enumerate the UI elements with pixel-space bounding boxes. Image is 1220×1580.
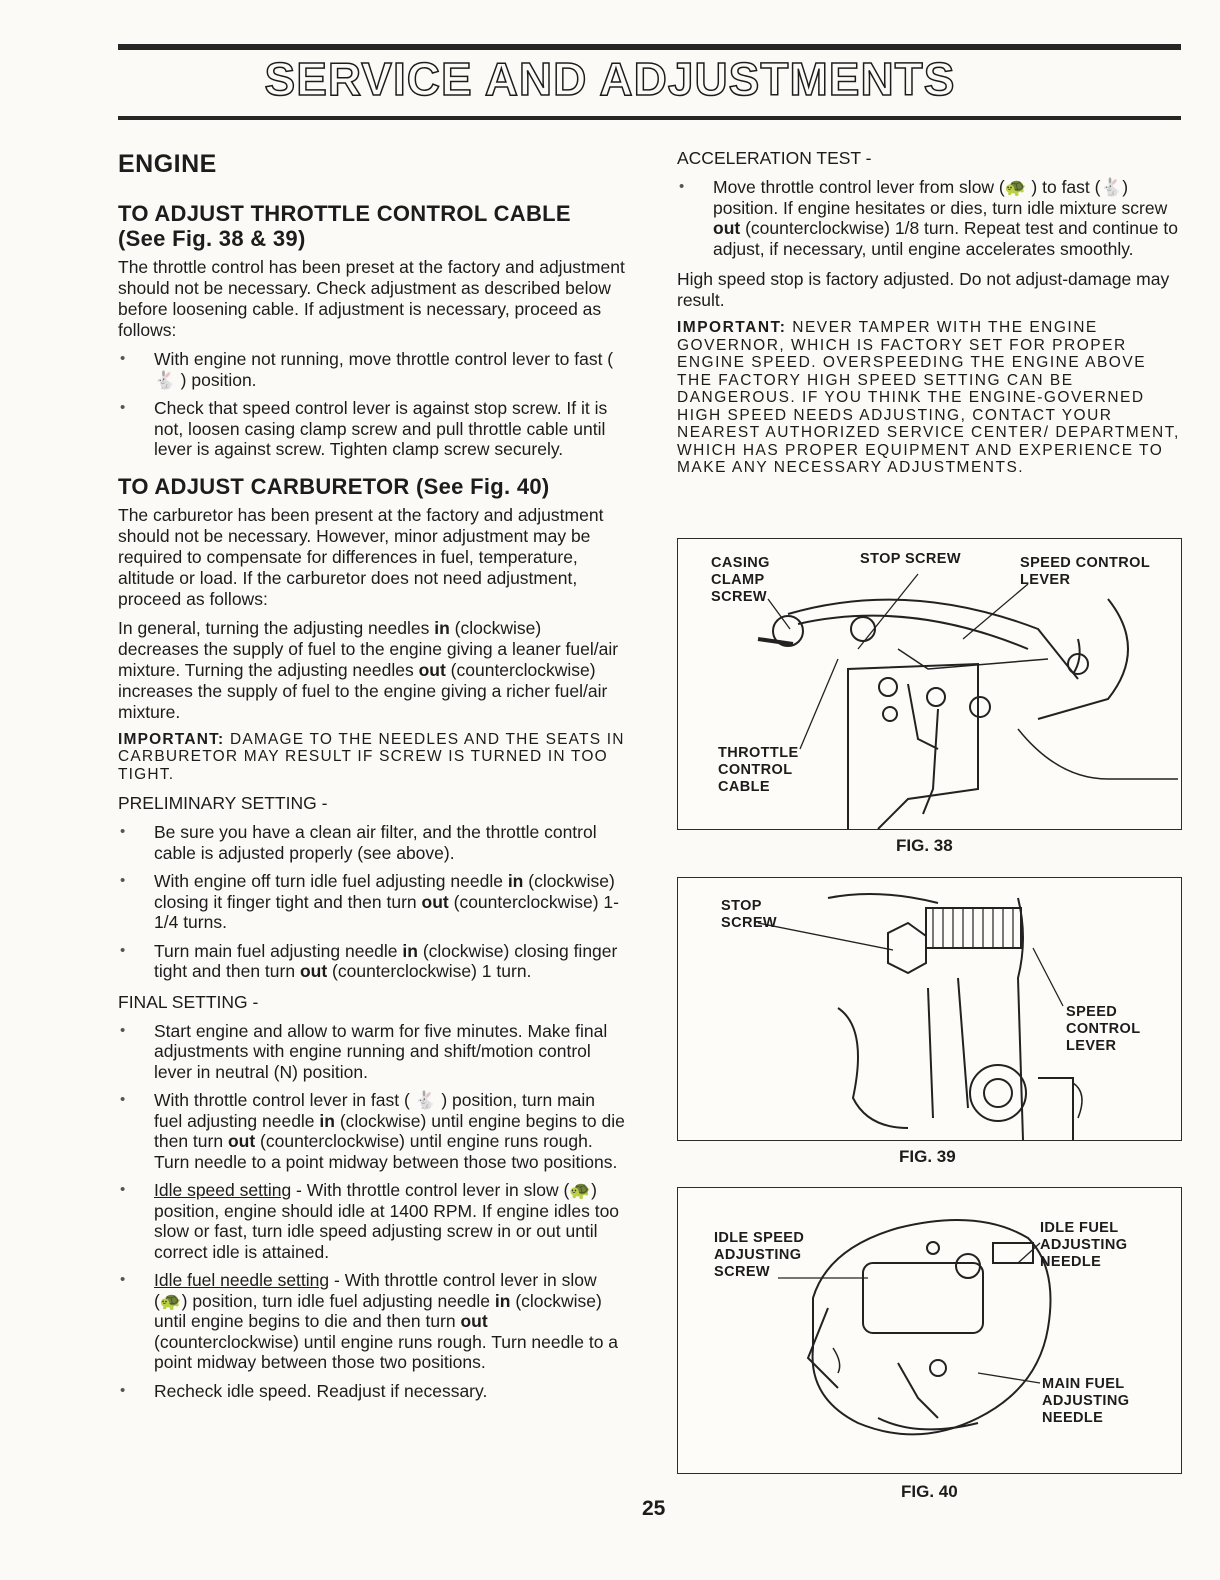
list-item: • Idle speed setting - With throttle control lever in slow (🐢) position, engine should idle at 1400 RPM. If engine idles too slow or fast, turn idle speed adjusting screw in or out until correct idle is attained. xyxy=(118,1180,625,1262)
fig-40-caption: FIG. 40 xyxy=(901,1482,958,1501)
section-title-engine: ENGINE xyxy=(118,150,217,178)
throttle-heading: TO ADJUST THROTTLE CONTROL CABLE (See Fig. 38 & 39) xyxy=(118,201,571,251)
carburetor-heading: TO ADJUST CARBURETOR (See Fig. 40) xyxy=(118,473,550,499)
right-column xyxy=(677,148,1182,487)
turtle-icon: 🐢 xyxy=(1004,177,1027,197)
label-speed-control-lever: SPEED CONTROL LEVER xyxy=(1020,555,1151,588)
list-item: • With engine not running, move throttle control lever to fast ( 🐇 ) position. xyxy=(118,349,625,390)
high-speed-note: High speed stop is factory adjusted. Do not adjust-damage may result. xyxy=(677,269,1170,310)
figure-39 xyxy=(677,877,1182,1141)
label-idle-fuel-adjusting-needle: IDLE FUEL ADJUSTING NEEDLE xyxy=(1040,1220,1128,1270)
throttle-steps xyxy=(118,349,625,460)
label-stop-screw: STOP SCREW xyxy=(860,551,961,567)
list-item: • Start engine and allow to warm for five minutes. Make final adjustments with engine running and shift/motion control lever in neutral (N) position. xyxy=(118,1021,625,1083)
carburetor-intro: The carburetor has been present at the factory and adjustment should not be necessary. However, minor adjustment may be required to compensate for differences in fuel, temperature, altitude or load. If the carburetor does not need adjustment, proceed as follows: xyxy=(118,504,604,609)
list-item: • Recheck idle speed. Readjust if necessary. xyxy=(118,1381,625,1402)
label-idle-speed-adjusting-screw: IDLE SPEED ADJUSTING SCREW xyxy=(714,1230,805,1280)
final-steps xyxy=(118,1021,625,1402)
carburetor-important: IMPORTANT: DAMAGE TO THE NEEDLES AND THE SEATS IN CARBURETOR MAY RESULT IF SCREW IS TURNED IN TOO TIGHT. xyxy=(118,730,625,783)
rabbit-icon: 🐇 xyxy=(414,1090,437,1110)
bottom-rule xyxy=(118,116,1181,120)
fig-38-caption: FIG. 38 xyxy=(896,836,953,855)
list-item: • Check that speed control lever is against stop screw. If it is not, loosen casing clamp screw and pull throttle cable until lever is against screw. Tighten clamp screw securely. xyxy=(118,398,625,460)
governor-important: IMPORTANT: NEVER TAMPER WITH THE ENGINE GOVERNOR, WHICH IS FACTORY SET FOR PROPER ENGINE SPEED. OVERSPEEDING THE ENGINE ABOVE THE FACTORY HIGH SPEED SETTING CAN BE DANGEROUS. IF YOU THINK THE ENGINE-GOVERNED HIGH SPEED NEEDS ADJUSTING, CONTACT YOUR NEAREST AUTHORIZED SERVICE CENTER/ DEPARTMENT, WHICH HAS PROPER EQUIPMENT AND EXPERIENCE TO MAKE ANY NECESSARY ADJUSTMENTS. xyxy=(677,319,1180,476)
label-main-fuel-adjusting-needle: MAIN FUEL ADJUSTING NEEDLE xyxy=(1042,1376,1130,1426)
list-item: • With engine off turn idle fuel adjusting needle in (clockwise) closing it finger tight and then turn out (counterclockwise) 1-1/4 turns. xyxy=(118,871,625,933)
preliminary-steps xyxy=(118,822,625,982)
top-rule xyxy=(118,44,1181,50)
list-item: • Turn main fuel adjusting needle in (clockwise) closing finger tight and then turn out (counterclockwise) 1 turn. xyxy=(118,941,625,982)
rabbit-icon: 🐇 xyxy=(1100,177,1123,197)
preliminary-setting-label: PRELIMINARY SETTING - xyxy=(118,793,328,813)
page-title: SERVICE AND ADJUSTMENTS xyxy=(264,53,956,105)
acceleration-steps xyxy=(677,177,1182,259)
label-stop-screw-39: STOP SCREW xyxy=(721,898,777,931)
figure-38 xyxy=(677,538,1182,830)
fig-39-caption: FIG. 39 xyxy=(899,1147,956,1166)
final-setting-label: FINAL SETTING - xyxy=(118,991,259,1012)
list-item: • Idle fuel needle setting - With throttle control lever in slow (🐢) position, turn idle fuel adjusting needle in (clockwise) until engine begins to die and then turn out (counterclockwise) until engine runs rough. Turn needle to a point midway between those two positions. xyxy=(118,1270,625,1373)
list-item: • Move throttle control lever from slow (🐢 ) to fast (🐇) position. If engine hesitates or dies, turn idle mixture screw out (counterclockwise) 1/8 turn. Repeat test and continue to adjust, if necessary, until engine accelerates smoothly. xyxy=(677,177,1182,259)
list-item: • Be sure you have a clean air filter, and the throttle control cable is adjusted properly (see above). xyxy=(118,822,625,863)
page-number: 25 xyxy=(642,1497,666,1520)
label-speed-control-lever-39: SPEED CONTROL LEVER xyxy=(1066,1004,1141,1054)
carburetor-general: In general, turning the adjusting needles in (clockwise) decreases the supply of fuel to the engine giving a leaner fuel/air mixture. Turning the adjusting needles out (counterclockwise) increases the supply of fuel to the engine giving a richer fuel/air mixture. xyxy=(118,617,619,722)
label-throttle-control-cable: THROTTLE CONTROL CABLE xyxy=(718,745,799,795)
left-column xyxy=(118,150,625,1411)
turtle-icon: 🐢 xyxy=(159,1290,182,1311)
rabbit-icon: 🐇 xyxy=(154,369,176,390)
label-casing-clamp-screw: CASING CLAMP SCREW xyxy=(711,555,770,605)
figure-40 xyxy=(677,1187,1182,1474)
list-item: • With throttle control lever in fast ( 🐇 ) position, turn main fuel adjusting needle in (clockwise) until engine begins to die then turn out (counterclockwise) until engine runs rough. Turn needle to a point midway between those two positions. xyxy=(118,1090,625,1172)
acceleration-test-label: ACCELERATION TEST - xyxy=(677,148,872,168)
throttle-intro: The throttle control has been preset at the factory and adjustment should not be necessary. Check adjustment as described below before loosening cable. If adjustment is necessary, proceed as follows: xyxy=(118,257,625,340)
turtle-icon: 🐢 xyxy=(569,1180,592,1200)
